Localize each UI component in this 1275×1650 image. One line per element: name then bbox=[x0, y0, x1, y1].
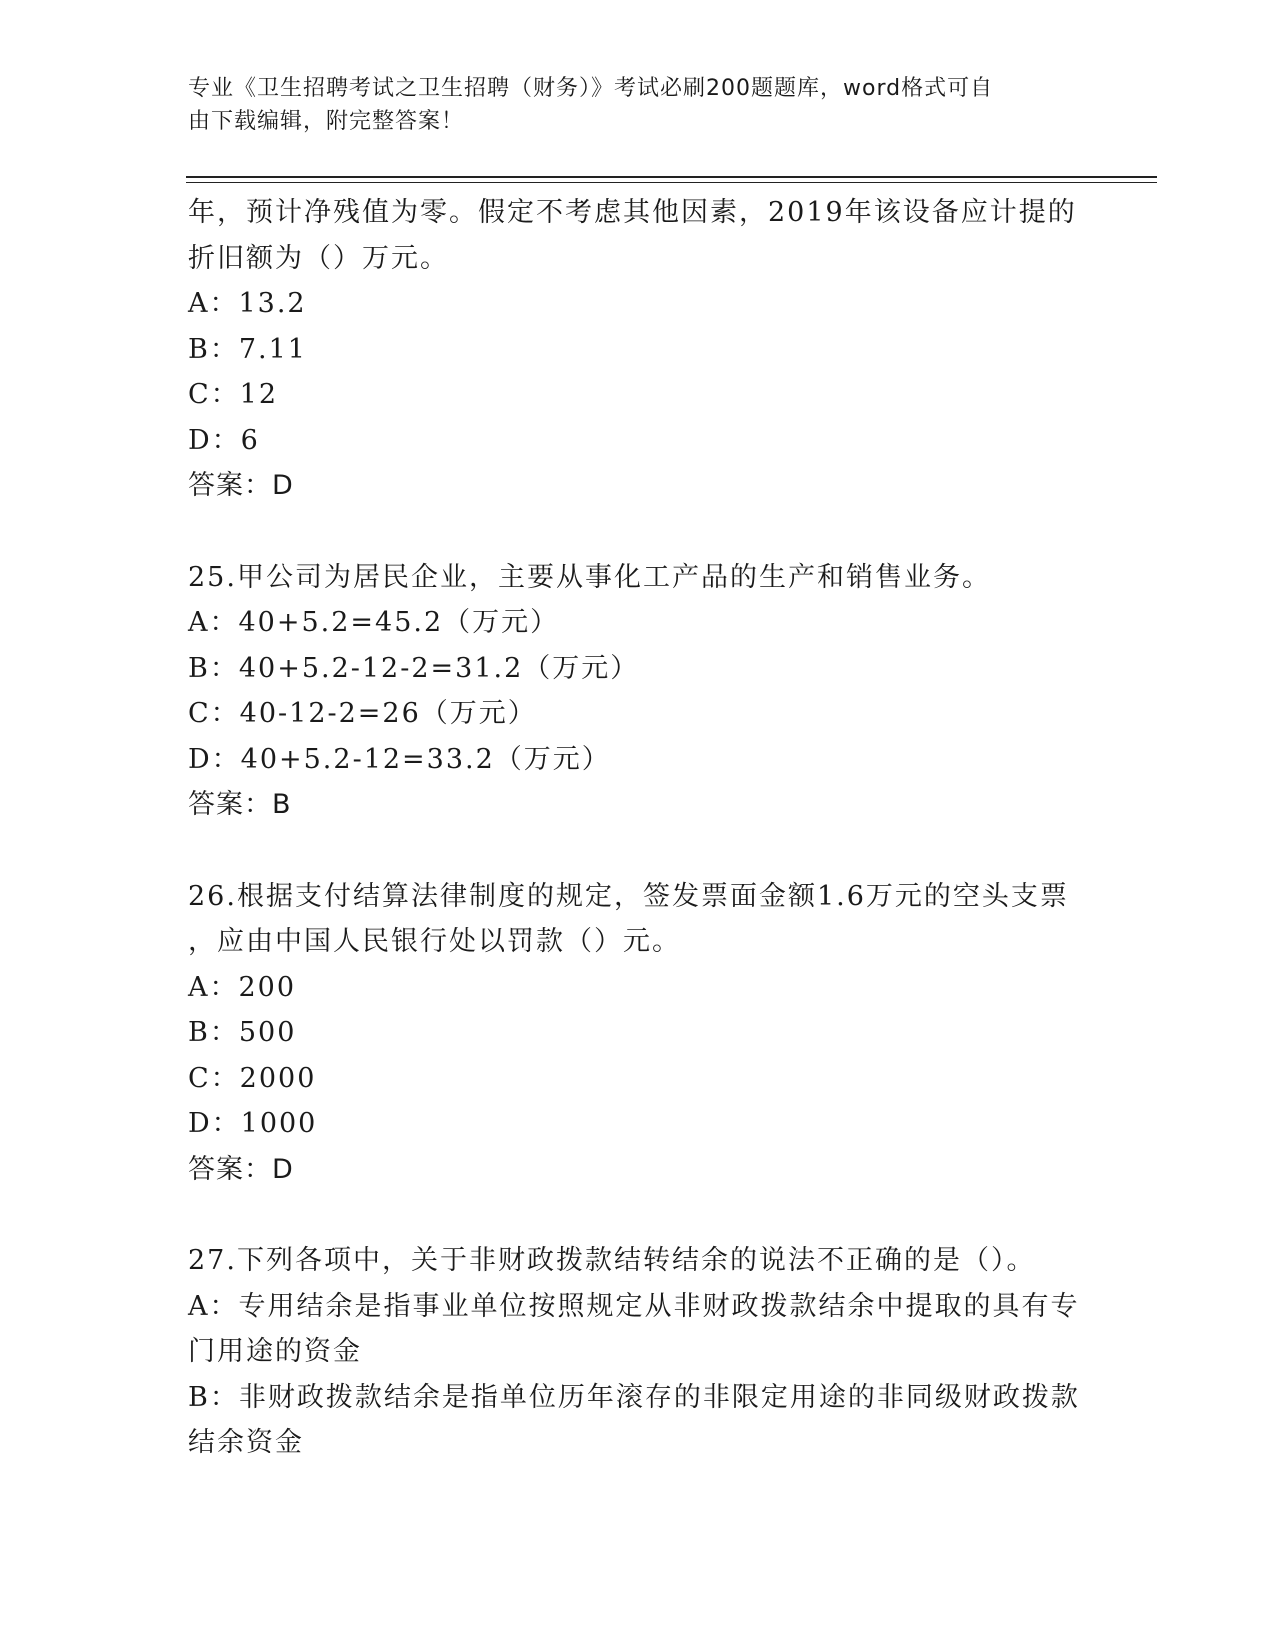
header-rule-thin bbox=[186, 182, 1157, 183]
option-a-line: 门用途的资金 bbox=[188, 1336, 362, 1367]
option-a: A：200 bbox=[188, 971, 297, 1003]
document-body bbox=[188, 190, 1088, 1466]
question-26 bbox=[188, 874, 1088, 1193]
document-header bbox=[188, 72, 1088, 138]
option-a: A：13.2 bbox=[188, 288, 307, 319]
spacer bbox=[188, 1192, 1088, 1238]
question-27 bbox=[188, 1238, 1088, 1466]
question-stem: 27.下列各项中，关于非财政拨款结转结余的说法不正确的是（）。 bbox=[188, 1245, 1036, 1276]
option-b-line: 结余资金 bbox=[188, 1427, 304, 1458]
header-line-1: 专业《卫生招聘考试之卫生招聘（财务）》考试必刷200题题库，word格式可自 bbox=[188, 76, 994, 101]
option-b: B：500 bbox=[188, 1017, 297, 1048]
answer: 答案：B bbox=[188, 789, 292, 820]
question-stem: 25.甲公司为居民企业，主要从事化工产品的生产和销售业务。 bbox=[188, 561, 991, 593]
header-line-2: 由下载编辑，附完整答案！ bbox=[188, 109, 465, 134]
spacer bbox=[188, 509, 1088, 555]
header-rule-thick bbox=[186, 176, 1157, 178]
question-stem-line: 年，预计净残值为零。假定不考虑其他因素，2019年该设备应计提的 bbox=[188, 197, 1077, 228]
option-c: C：2000 bbox=[188, 1062, 317, 1094]
question-continuation bbox=[188, 190, 1088, 509]
option-d: D：6 bbox=[188, 424, 260, 456]
option-d: D：1000 bbox=[188, 1108, 318, 1139]
spacer bbox=[188, 828, 1088, 874]
question-25 bbox=[188, 555, 1088, 828]
question-stem-line: 折旧额为（）万元。 bbox=[188, 242, 449, 274]
answer: 答案：D bbox=[188, 1153, 294, 1185]
option-d: D：40+5.2-12=33.2（万元） bbox=[188, 743, 611, 775]
question-stem-line: ，应由中国人民银行处以罚款（）元。 bbox=[188, 926, 681, 957]
question-stem-line: 26.根据支付结算法律制度的规定，签发票面金额1.6万元的空头支票 bbox=[188, 880, 1069, 912]
answer: 答案：D bbox=[188, 470, 294, 501]
option-c: C：40-12-2=26（万元） bbox=[188, 698, 537, 729]
option-b: B：40+5.2-12-2=31.2（万元） bbox=[188, 652, 640, 684]
option-b-line: B：非财政拨款结余是指单位历年滚存的非限定用途的非同级财政拨款 bbox=[188, 1381, 1080, 1413]
option-a: A：40+5.2=45.2（万元） bbox=[188, 607, 560, 638]
option-b: B：7.11 bbox=[188, 333, 307, 365]
option-c: C：12 bbox=[188, 379, 279, 410]
option-a-line: A：专用结余是指事业单位按照规定从非财政拨款结余中提取的具有专 bbox=[188, 1290, 1080, 1322]
